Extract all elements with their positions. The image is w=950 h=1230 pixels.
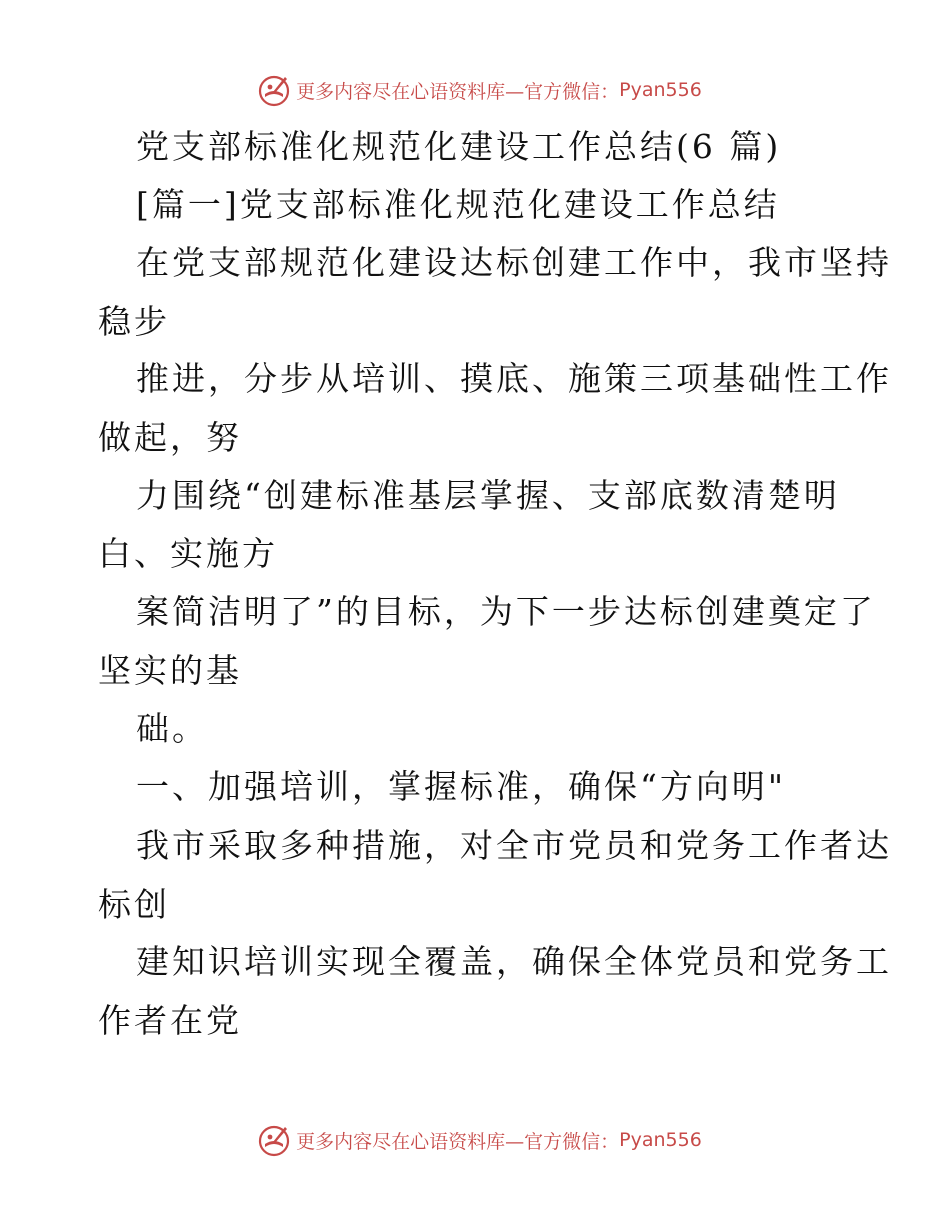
paragraph-line: 建知识培训实现全覆盖，确保全体党员和党务工 — [136, 942, 892, 981]
header-banner — [0, 70, 950, 110]
footer-banner — [0, 1120, 950, 1160]
book-quill-logo-icon — [256, 1122, 292, 1158]
paragraph-line: 坚实的基 — [98, 651, 242, 690]
document-title: 党支部标准化规范化建设工作总结(6 篇) — [136, 127, 782, 166]
paragraph-line: 我市采取多种措施，对全市党员和党务工作者达 — [136, 826, 892, 865]
header-banner-text: 更多内容尽在心语资料库—官方微信： — [296, 80, 620, 103]
subsection-heading: 一、加强培训，掌握标准，确保“方向明" — [136, 767, 787, 806]
paragraph-line: 在党支部规范化建设达标创建工作中，我市坚持 — [136, 243, 892, 282]
paragraph-line: 案简洁明了”的目标，为下一步达标创建奠定了 — [136, 592, 876, 631]
header-banner-wechat: Pyan556 — [619, 79, 702, 101]
footer-banner-wechat: Pyan556 — [619, 1129, 702, 1151]
paragraph-line: 推进，分步从培训、摸底、施策三项基础性工作 — [136, 359, 892, 398]
footer-banner-text: 更多内容尽在心语资料库—官方微信： — [296, 1130, 620, 1153]
paragraph-line: 作者在党 — [98, 1001, 242, 1040]
paragraph-line: 稳步 — [98, 302, 170, 341]
paragraph-line: 白、实施方 — [98, 534, 278, 573]
book-quill-logo-icon — [256, 72, 292, 108]
section-heading: [篇一]党支部标准化规范化建设工作总结 — [136, 185, 780, 224]
paragraph-line: 础。 — [136, 709, 208, 748]
paragraph-line: 标创 — [98, 885, 170, 924]
paragraph-line: 做起，努 — [98, 418, 242, 457]
paragraph-line: 力围绕“创建标准基层掌握、支部底数清楚明 — [136, 476, 840, 515]
